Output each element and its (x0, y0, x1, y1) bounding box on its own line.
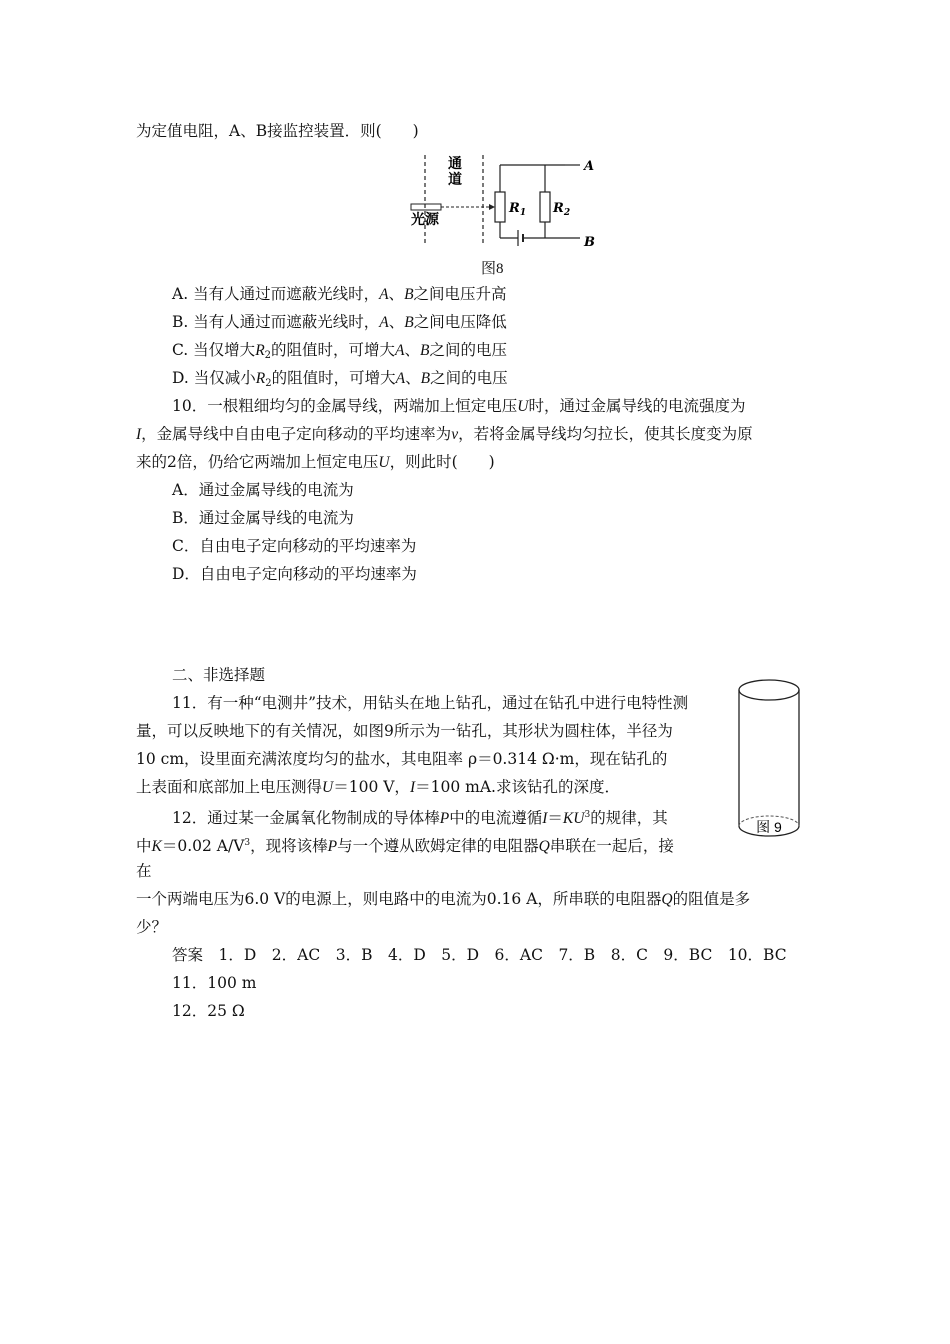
q12-line-5: 少？ (136, 918, 168, 936)
r1-label: $R_1$ (509, 201, 527, 218)
r2-label: $R_2$ (553, 201, 571, 218)
q9-option-a: A. 当有人通过而遮蔽光线时，A、B之间电压升高 (172, 285, 507, 303)
intro-text: 为定值电阻，A、B接监控装置．则( ) (136, 122, 419, 140)
q9-option-c: C. 当仅增大$R_2$的阻值时，可增大A、B之间的电压 (172, 341, 508, 361)
figure-9-cylinder (734, 676, 804, 846)
q10-line-3: 来的2倍，仍给它两端加上恒定电压U，则此时( ) (136, 453, 495, 471)
q10-option-b: B．通过金属导线的电流为 (172, 509, 354, 527)
q11-line-1: 11．有一种“电测井”技术，用钻头在地上钻孔，通过在钻孔中进行电特性测 (172, 694, 689, 712)
q10-option-c: C．自由电子定向移动的平均速率为 (172, 537, 417, 555)
q12-line-2: 中K＝0.02 $A/V^3$，现将该棒P与一个遵从欧姆定律的电阻器Q串联在一起后，接 (136, 837, 674, 855)
figure-9-caption: 图 9 (756, 819, 782, 835)
answers-line-2: 11．100 m (172, 974, 257, 992)
q10-option-d: D．自由电子定向移动的平均速率为 (172, 565, 417, 583)
q11-line-3: 10 cm，设里面充满浓度均匀的盐水，其电阻率 ρ＝0.314 Ω·m，现在钻孔的 (136, 750, 668, 768)
light-source-label: 光源 (411, 212, 439, 228)
answers-line-1: 答案 1．D 2．AC 3．B 4．D 5．D 6．AC 7．B 8．C 9．BC 10．BC (172, 946, 787, 964)
q9-option-b: B. 当有人通过而遮蔽光线时，A、B之间电压降低 (172, 313, 507, 331)
figure-8-caption: 图8 (481, 261, 504, 277)
q10-option-a: A．通过金属导线的电流为 (172, 481, 354, 499)
cylinder-top (739, 680, 799, 700)
q12-line-1: 12．通过某一金属氧化物制成的导体棒P中的电流遵循$I=KU^3$的规律，其 (172, 809, 668, 827)
answers-line-3: 12．25 Ω (172, 1002, 245, 1020)
resistor-r2 (540, 192, 550, 222)
q12-line-4: 一个两端电压为6.0 V的电源上，则电路中的电流为0.16 A，所串联的电阻器Q的阻值是多 (136, 890, 751, 908)
q10-line-2: I，金属导线中自由电子定向移动的平均速率为v，若将金属导线均匀拉长，使其长度变为原 (136, 425, 753, 443)
q11-line-2: 量，可以反映地下的有关情况，如图9所示为一钻孔，其形状为圆柱体，半径为 (136, 722, 673, 740)
terminal-a-label: A (584, 159, 595, 174)
q12-line-3: 在 (136, 862, 152, 880)
resistor-r1 (495, 192, 505, 222)
terminal-b-label: B (584, 235, 595, 250)
light-source-icon (411, 204, 441, 210)
light-arrow (489, 204, 495, 210)
q10-line-1: 10．一根粗细均匀的金属导线，两端加上恒定电压U时，通过金属导线的电流强度为 (172, 397, 746, 415)
q11-line-4: 上表面和底部加上电压测得U＝100 V，I＝100 mA.求该钻孔的深度． (136, 778, 620, 796)
channel-label-2: 道 (448, 172, 462, 188)
section-2-heading: 二、非选择题 (172, 666, 266, 684)
channel-label-1: 通 (448, 156, 462, 172)
q9-option-d: D. 当仅减小$R_2$的阻值时，可增大A、B之间的电压 (172, 369, 508, 389)
figure-8-circuit (405, 150, 605, 250)
